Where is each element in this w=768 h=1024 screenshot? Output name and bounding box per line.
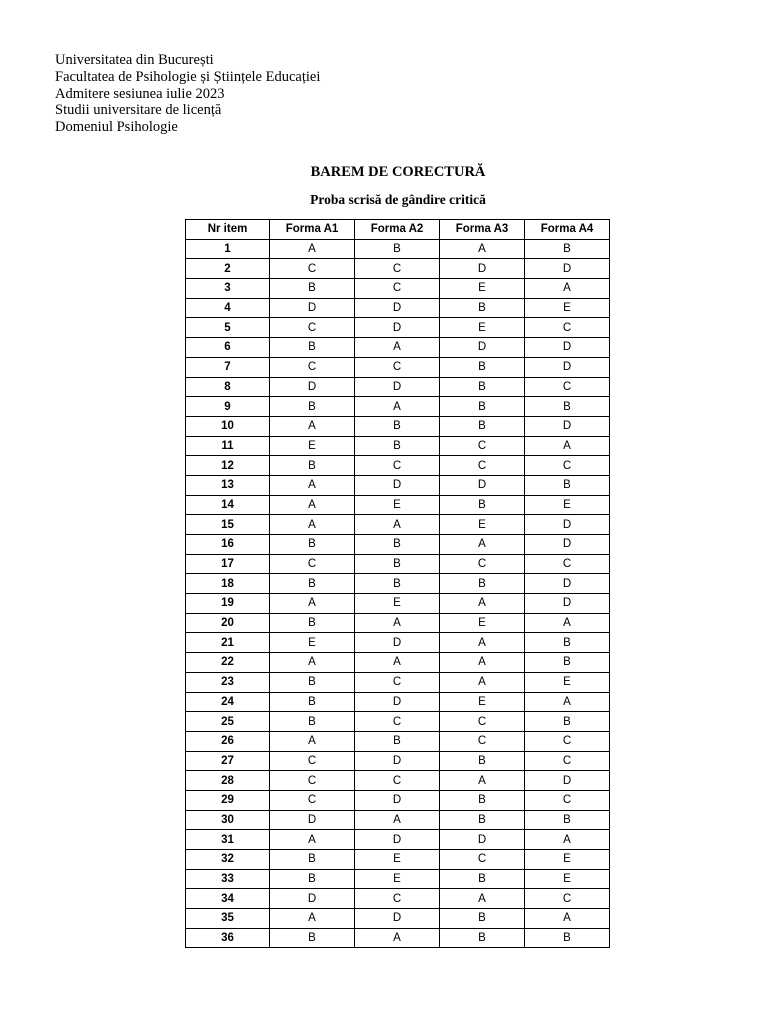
item-number-cell: 15 (186, 515, 270, 535)
form-a4-answer: C (525, 377, 610, 397)
item-number-cell: 36 (186, 928, 270, 948)
item-number-cell: 17 (186, 554, 270, 574)
item-number-cell: 26 (186, 731, 270, 751)
table-row (186, 495, 610, 515)
form-a3-answer: C (440, 731, 525, 751)
form-a2-answer: C (355, 712, 440, 732)
form-a4-answer: B (525, 239, 610, 259)
form-a2-answer: B (355, 535, 440, 555)
form-a2-answer: D (355, 318, 440, 338)
form-a4-answer: E (525, 495, 610, 515)
form-a1-answer: A (270, 909, 355, 929)
form-a3-answer: B (440, 909, 525, 929)
form-a3-answer: E (440, 613, 525, 633)
item-number-cell: 4 (186, 298, 270, 318)
table-row (186, 810, 610, 830)
form-a1-answer: A (270, 239, 355, 259)
item-number-cell: 2 (186, 259, 270, 279)
item-number-cell: 7 (186, 357, 270, 377)
form-a1-answer: B (270, 928, 355, 948)
form-a3-answer: B (440, 416, 525, 436)
table-header (186, 220, 610, 240)
table-row (186, 731, 610, 751)
item-number-cell: 21 (186, 633, 270, 653)
form-a4-answer: C (525, 456, 610, 476)
table-row (186, 751, 610, 771)
table-row (186, 357, 610, 377)
table-row (186, 909, 610, 929)
table-row (186, 436, 610, 456)
form-a3-answer: A (440, 653, 525, 673)
form-a1-answer: B (270, 869, 355, 889)
form-a3-answer: A (440, 889, 525, 909)
form-a4-answer: C (525, 751, 610, 771)
item-number-cell: 1 (186, 239, 270, 259)
form-a4-answer: C (525, 318, 610, 338)
column-header-form-a3: Forma A3 (440, 220, 525, 240)
form-a4-answer: D (525, 771, 610, 791)
form-a3-answer: B (440, 377, 525, 397)
form-a3-answer: B (440, 397, 525, 417)
table-row (186, 377, 610, 397)
item-number-cell: 10 (186, 416, 270, 436)
form-a1-answer: B (270, 397, 355, 417)
item-number-cell: 3 (186, 279, 270, 299)
form-a4-answer: D (525, 594, 610, 614)
form-a2-answer: D (355, 751, 440, 771)
header-study-level: Studii universitare de licență (55, 102, 222, 119)
form-a2-answer: A (355, 810, 440, 830)
form-a4-answer: A (525, 830, 610, 850)
form-a4-answer: D (525, 357, 610, 377)
item-number-cell: 12 (186, 456, 270, 476)
form-a4-answer: D (525, 338, 610, 358)
table-row (186, 239, 610, 259)
form-a1-answer: C (270, 259, 355, 279)
form-a3-answer: B (440, 928, 525, 948)
form-a3-answer: A (440, 239, 525, 259)
item-number-cell: 11 (186, 436, 270, 456)
item-number-cell: 32 (186, 850, 270, 870)
form-a4-answer: D (525, 535, 610, 555)
form-a1-answer: D (270, 889, 355, 909)
form-a4-answer: D (525, 574, 610, 594)
form-a1-answer: B (270, 692, 355, 712)
form-a1-answer: C (270, 554, 355, 574)
table-row (186, 830, 610, 850)
item-number-cell: 23 (186, 672, 270, 692)
institution-header (55, 52, 320, 136)
form-a4-answer: B (525, 928, 610, 948)
item-number-cell: 25 (186, 712, 270, 732)
table-row (186, 889, 610, 909)
form-a1-answer: B (270, 712, 355, 732)
item-number-cell: 18 (186, 574, 270, 594)
form-a2-answer: A (355, 928, 440, 948)
header-faculty: Facultatea de Psihologie și Științele Educației (55, 68, 321, 85)
form-a3-answer: C (440, 850, 525, 870)
form-a3-answer: B (440, 357, 525, 377)
table-row (186, 613, 610, 633)
form-a3-answer: B (440, 790, 525, 810)
form-a1-answer: B (270, 338, 355, 358)
item-number-cell: 16 (186, 535, 270, 555)
item-number-cell: 30 (186, 810, 270, 830)
table-row (186, 279, 610, 299)
form-a3-answer: B (440, 574, 525, 594)
table-row (186, 653, 610, 673)
form-a4-answer: C (525, 554, 610, 574)
item-number-cell: 6 (186, 338, 270, 358)
form-a2-answer: A (355, 613, 440, 633)
item-number-cell: 33 (186, 869, 270, 889)
form-a2-answer: C (355, 889, 440, 909)
form-a2-answer: C (355, 456, 440, 476)
table-row (186, 259, 610, 279)
item-number-cell: 22 (186, 653, 270, 673)
form-a3-answer: C (440, 712, 525, 732)
form-a4-answer: A (525, 909, 610, 929)
form-a3-answer: B (440, 751, 525, 771)
form-a3-answer: C (440, 456, 525, 476)
form-a1-answer: B (270, 850, 355, 870)
form-a1-answer: A (270, 416, 355, 436)
form-a4-answer: B (525, 712, 610, 732)
item-number-cell: 29 (186, 790, 270, 810)
form-a4-answer: A (525, 279, 610, 299)
form-a2-answer: D (355, 633, 440, 653)
form-a1-answer: D (270, 377, 355, 397)
table-row (186, 515, 610, 535)
form-a3-answer: D (440, 259, 525, 279)
table-row (186, 416, 610, 436)
form-a2-answer: D (355, 298, 440, 318)
form-a3-answer: E (440, 318, 525, 338)
form-a4-answer: B (525, 397, 610, 417)
form-a2-answer: E (355, 869, 440, 889)
item-number-cell: 31 (186, 830, 270, 850)
form-a1-answer: A (270, 594, 355, 614)
form-a2-answer: B (355, 574, 440, 594)
table-header-row (186, 220, 610, 240)
form-a2-answer: B (355, 239, 440, 259)
table-row (186, 574, 610, 594)
form-a2-answer: A (355, 653, 440, 673)
form-a1-answer: A (270, 731, 355, 751)
form-a4-answer: A (525, 692, 610, 712)
item-number-cell: 13 (186, 475, 270, 495)
item-number-cell: 20 (186, 613, 270, 633)
form-a3-answer: A (440, 594, 525, 614)
item-number-cell: 14 (186, 495, 270, 515)
form-a2-answer: A (355, 397, 440, 417)
form-a1-answer: A (270, 830, 355, 850)
form-a3-answer: A (440, 771, 525, 791)
item-number-cell: 19 (186, 594, 270, 614)
form-a1-answer: C (270, 771, 355, 791)
form-a4-answer: B (525, 810, 610, 830)
form-a2-answer: E (355, 850, 440, 870)
table-row (186, 338, 610, 358)
form-a2-answer: C (355, 259, 440, 279)
header-university: Universitatea din București (55, 52, 214, 68)
item-number-cell: 27 (186, 751, 270, 771)
form-a3-answer: A (440, 535, 525, 555)
column-header-item: Nr item (186, 220, 270, 240)
form-a4-answer: C (525, 731, 610, 751)
table-row (186, 712, 610, 732)
document-subtitle: Proba scrisă de gândire critică (310, 192, 486, 207)
table-row (186, 790, 610, 810)
form-a2-answer: D (355, 909, 440, 929)
form-a4-answer: A (525, 436, 610, 456)
form-a4-answer: D (525, 515, 610, 535)
form-a4-answer: B (525, 653, 610, 673)
column-header-form-a2: Forma A2 (355, 220, 440, 240)
form-a2-answer: C (355, 357, 440, 377)
table-row (186, 298, 610, 318)
form-a4-answer: D (525, 259, 610, 279)
item-number-cell: 24 (186, 692, 270, 712)
item-number-cell: 5 (186, 318, 270, 338)
form-a2-answer: A (355, 515, 440, 535)
form-a3-answer: C (440, 554, 525, 574)
table-row (186, 692, 610, 712)
table-row (186, 475, 610, 495)
item-number-cell: 35 (186, 909, 270, 929)
form-a1-answer: C (270, 318, 355, 338)
form-a4-answer: B (525, 633, 610, 653)
form-a3-answer: A (440, 633, 525, 653)
form-a3-answer: E (440, 279, 525, 299)
form-a1-answer: B (270, 672, 355, 692)
form-a4-answer: C (525, 889, 610, 909)
form-a1-answer: C (270, 790, 355, 810)
form-a1-answer: A (270, 495, 355, 515)
table-row (186, 928, 610, 948)
item-number-cell: 34 (186, 889, 270, 909)
form-a1-answer: B (270, 574, 355, 594)
form-a2-answer: B (355, 436, 440, 456)
form-a1-answer: A (270, 475, 355, 495)
form-a2-answer: D (355, 790, 440, 810)
form-a2-answer: D (355, 830, 440, 850)
form-a4-answer: E (525, 869, 610, 889)
table-row (186, 594, 610, 614)
form-a4-answer: E (525, 850, 610, 870)
table-row (186, 633, 610, 653)
form-a2-answer: C (355, 672, 440, 692)
form-a1-answer: E (270, 633, 355, 653)
form-a2-answer: E (355, 495, 440, 515)
form-a4-answer: B (525, 475, 610, 495)
form-a4-answer: A (525, 613, 610, 633)
form-a4-answer: E (525, 672, 610, 692)
table-row (186, 771, 610, 791)
answer-key-table (185, 219, 610, 948)
form-a3-answer: B (440, 298, 525, 318)
table-body (186, 239, 610, 948)
form-a2-answer: E (355, 594, 440, 614)
form-a1-answer: E (270, 436, 355, 456)
form-a2-answer: B (355, 731, 440, 751)
form-a3-answer: A (440, 672, 525, 692)
item-number-cell: 8 (186, 377, 270, 397)
form-a1-answer: A (270, 515, 355, 535)
form-a1-answer: D (270, 810, 355, 830)
form-a3-answer: B (440, 869, 525, 889)
form-a1-answer: B (270, 613, 355, 633)
item-number-cell: 9 (186, 397, 270, 417)
header-domain: Domeniul Psihologie (55, 119, 178, 136)
column-header-form-a1: Forma A1 (270, 220, 355, 240)
table-row (186, 554, 610, 574)
document-title: BAREM DE CORECTURĂ (310, 164, 486, 180)
form-a1-answer: B (270, 279, 355, 299)
form-a1-answer: C (270, 357, 355, 377)
table-row (186, 397, 610, 417)
form-a1-answer: B (270, 456, 355, 476)
form-a3-answer: E (440, 515, 525, 535)
form-a3-answer: C (440, 436, 525, 456)
form-a2-answer: B (355, 554, 440, 574)
form-a4-answer: C (525, 790, 610, 810)
form-a2-answer: D (355, 475, 440, 495)
form-a3-answer: E (440, 692, 525, 712)
form-a3-answer: D (440, 338, 525, 358)
form-a1-answer: D (270, 298, 355, 318)
form-a4-answer: E (525, 298, 610, 318)
form-a3-answer: B (440, 495, 525, 515)
form-a4-answer: D (525, 416, 610, 436)
form-a3-answer: D (440, 475, 525, 495)
form-a2-answer: D (355, 692, 440, 712)
item-number-cell: 28 (186, 771, 270, 791)
table-row (186, 456, 610, 476)
column-header-form-a4: Forma A4 (525, 220, 610, 240)
form-a2-answer: A (355, 338, 440, 358)
form-a1-answer: B (270, 535, 355, 555)
form-a2-answer: C (355, 279, 440, 299)
header-session: Admitere sesiunea iulie 2023 (55, 85, 225, 102)
table-row (186, 869, 610, 889)
table-row (186, 672, 610, 692)
form-a3-answer: D (440, 830, 525, 850)
form-a1-answer: C (270, 751, 355, 771)
form-a2-answer: B (355, 416, 440, 436)
form-a3-answer: B (440, 810, 525, 830)
table-row (186, 850, 610, 870)
form-a2-answer: D (355, 377, 440, 397)
table-row (186, 318, 610, 338)
form-a1-answer: A (270, 653, 355, 673)
form-a2-answer: C (355, 771, 440, 791)
table-row (186, 535, 610, 555)
